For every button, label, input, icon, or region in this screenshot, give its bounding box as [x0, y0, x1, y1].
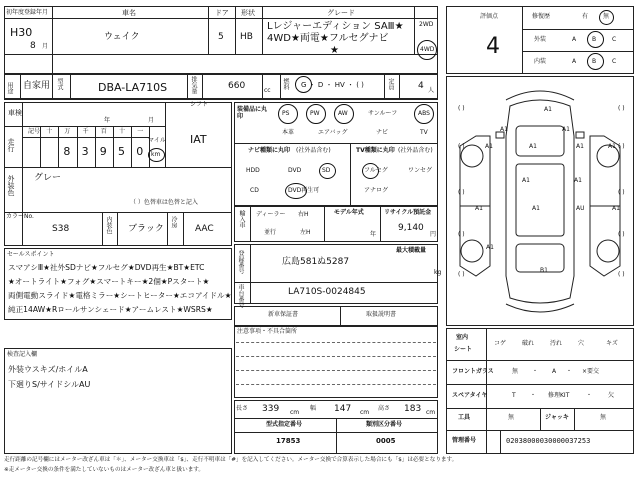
grade-letter: B — [592, 36, 597, 43]
color-note: （ ）色替車は色替と記入 — [130, 199, 198, 206]
spare-item: T — [512, 392, 516, 399]
tools-value: 無 — [508, 414, 515, 421]
mile-label: マイル — [148, 137, 166, 144]
sales-line: 純正14AW★Rロールサンシェード★アームレスト★WSRS★ — [8, 305, 213, 314]
navi-item: DVD再生可 — [288, 187, 320, 194]
import-parallel: 並行 — [264, 229, 277, 236]
equipment-item: ナビ — [376, 129, 389, 136]
glass-label: フロントガラス — [452, 368, 494, 375]
ac-label: 冷房 — [170, 216, 177, 228]
sales-line: 両側電動スライド★電格ミラー★シートヒーター★エコアイドル★ — [8, 291, 232, 300]
digit-header: 千 — [82, 128, 89, 135]
car-name: ウェイク — [104, 32, 140, 42]
footer-line1: 走行距離の記号欄にはメーター改ざん車は「＊」、メーター交換車は「$」、走行不明車は「#」を記入してください。メーター交換で合算表示した場合にも「$」は必要となります。 — [4, 457, 458, 463]
displacement-label: 排気量 — [190, 76, 197, 94]
damage-label: A1 — [529, 143, 537, 150]
notes-block — [234, 326, 438, 398]
score: 4 — [486, 34, 500, 59]
type-label: 型式指定番号 — [266, 421, 303, 428]
digit-header: 記号 — [28, 128, 41, 135]
equipment-item: 本革 — [282, 129, 295, 136]
spare-item: 修理KIT — [548, 392, 570, 399]
navi-note: (社外品含む) — [296, 147, 331, 154]
recycle-label: リサイクル預託金 — [384, 209, 432, 216]
doors: 5 — [218, 32, 224, 42]
color-code: S38 — [52, 224, 70, 234]
width: 147 — [334, 404, 352, 414]
damage-label: A1 — [544, 106, 552, 113]
interior-grade-label: 内装 — [534, 58, 547, 65]
digit-divider — [113, 126, 114, 167]
seat-item: 破れ — [522, 340, 535, 347]
damage-label: B1 — [540, 267, 548, 274]
damage-label: A1 — [532, 205, 540, 212]
spare-label: スペアタイヤ — [452, 392, 488, 399]
digit-divider — [58, 126, 59, 167]
spare-item: ・ — [530, 392, 537, 399]
equipment-item: ABS — [418, 110, 430, 117]
mgmt-label: 管理番号 — [452, 437, 477, 444]
digit-header: 百 — [100, 128, 107, 135]
exterior-grade-label: 外装 — [534, 36, 547, 43]
notes-area — [234, 306, 438, 326]
inspection-year-unit: 年 — [104, 117, 111, 124]
seat-label1: 室内 — [456, 334, 469, 341]
month-unit: 月 — [42, 43, 49, 50]
digit-header: 十 — [119, 128, 126, 135]
recycle-unit: 円 — [430, 231, 437, 238]
height: 183 — [404, 404, 422, 414]
fuel: G ・ D ・ HV ・ ( ) — [301, 81, 364, 89]
grade-line2: 4WD★両電★フルセグナビ — [267, 33, 389, 44]
bracket-left: ( ) — [458, 231, 465, 238]
equipment-item: AW — [338, 110, 348, 117]
interior-color-label: 内装色 — [105, 216, 112, 234]
exterior-color-label: 外装色 — [7, 175, 15, 196]
navi-item: HDD — [246, 167, 260, 174]
repair-label: 修復歴 — [532, 13, 551, 20]
damage-label: A1 — [522, 177, 530, 184]
first-reg-label: 初年度登録年月 — [6, 9, 49, 16]
plate: 広島581ぬ5287 — [282, 257, 350, 267]
inspector-line: 下廻りS/サイドシルAU — [8, 380, 91, 389]
chassis: LA710S-0024845 — [288, 287, 366, 297]
shift-label: シフト — [190, 101, 209, 108]
digit-header: 十 — [46, 128, 53, 135]
seat-item: キズ — [606, 340, 618, 347]
damage-label: A1 — [486, 244, 494, 251]
navi-item: DVD — [288, 167, 302, 174]
glass-item: 無 — [512, 368, 519, 375]
color-code-label: カラーNo. — [6, 213, 34, 220]
tools-label: 工具 — [458, 414, 471, 421]
shape-label: 形状 — [241, 9, 255, 17]
import-left: 左H — [300, 229, 311, 236]
equipment-item: エアバッグ — [318, 129, 348, 136]
class-no: 0005 — [376, 437, 396, 445]
jack-label: ジャッキ — [545, 414, 569, 421]
navi-item: CD — [250, 187, 259, 194]
mileage-digit: 3 — [81, 145, 89, 158]
grade-label: グレード — [327, 9, 355, 17]
grade-letter: B — [592, 58, 597, 65]
width-label: 幅 — [310, 405, 317, 412]
max-load-label: 最大積載量 — [396, 247, 427, 254]
sales-line: ★オートライト★フォグ★スマートキー★2個★Pスタート★ — [8, 277, 210, 286]
digit-divider — [149, 126, 150, 167]
digit-header-line — [22, 137, 150, 138]
recycle-amount: 9,140 — [398, 223, 424, 233]
usage: 自家用 — [23, 81, 51, 91]
bracket-left: ( ) — [458, 143, 465, 150]
length-unit: cm — [290, 409, 300, 416]
footer-line2: ※走メーター交換の条件を満たしていないものはメーター改ざん車と扱います。 — [4, 467, 205, 473]
shape: HB — [240, 32, 253, 42]
first-reg-year: H30 — [10, 26, 33, 39]
glass-item: ×要交 — [582, 368, 600, 375]
digit-divider — [131, 126, 132, 167]
class-label: 類別区分番号 — [366, 421, 403, 428]
damage-label: A1 — [485, 143, 493, 150]
damage-label: A1 — [574, 177, 582, 184]
exterior-color: グレー — [34, 173, 62, 183]
mileage-digit: 5 — [118, 145, 125, 158]
tv-item: ワンセグ — [408, 167, 433, 174]
car-outline — [446, 76, 634, 326]
damage-label: AU — [576, 205, 585, 212]
mgmt-no: 02038000030000037253 — [506, 437, 591, 445]
damage-label: A1 — [608, 143, 616, 150]
notes-label: 注意事項・不具合箇所 — [237, 328, 298, 335]
tv-label: TV種類に丸印 — [356, 147, 395, 154]
repair-no: 無 — [603, 13, 610, 20]
drive-4wd: 4WD — [420, 46, 435, 53]
bracket-right: ( ) — [618, 105, 625, 112]
equipment-item: PW — [310, 110, 320, 117]
mileage-label: 走行 — [7, 138, 15, 152]
displacement: 660 — [228, 81, 246, 91]
seat-item: コゲ — [494, 340, 507, 347]
seat-item: 穴 — [578, 340, 585, 347]
seat-item: 汚れ — [550, 340, 563, 347]
equipment-item: サンルーフ — [368, 110, 398, 117]
seat-label2: シート — [454, 346, 473, 353]
grade-line1: Lレジャーエディション SAⅢ★ — [267, 21, 404, 32]
inspector-line: 外装ウスキズ/ホイルA — [8, 365, 88, 374]
digit-divider — [40, 126, 41, 167]
equipment-item: PS — [282, 110, 290, 117]
mileage-digit: 8 — [63, 145, 71, 158]
height-unit: cm — [426, 409, 436, 416]
capacity-label: 定員 — [387, 78, 394, 90]
inspector-label: 検査記入欄 — [7, 351, 38, 358]
import-right: 右H — [298, 211, 309, 218]
glass-item: ・ — [532, 368, 539, 375]
manual-label: 取扱説明書 — [366, 311, 397, 318]
bracket-right: ( ) — [618, 143, 625, 150]
interior-b-circle — [587, 53, 604, 70]
length-label: 長さ — [236, 405, 249, 412]
km-label: km — [151, 151, 161, 158]
bracket-left: ( ) — [458, 189, 465, 196]
import-dealer: ディーラー — [256, 211, 286, 218]
spare-item: 欠 — [608, 392, 615, 399]
inspection-label: 車検 — [8, 109, 22, 117]
model: DBA-LA710S — [98, 81, 168, 94]
digit-divider — [77, 126, 78, 167]
sales-line: スマアシⅢ★社外SDナビ★フルセグ★DVD再生★BT★ETC — [8, 263, 205, 272]
grade-line3: ★ — [330, 45, 339, 56]
digit-header: 万 — [64, 128, 71, 135]
height-label: 高さ — [378, 405, 391, 412]
warranty-label: 新車保証書 — [268, 311, 299, 318]
cc: cc — [264, 87, 271, 94]
digit-header: 一 — [137, 128, 144, 135]
model-year-unit: 年 — [370, 231, 377, 238]
ac: AAC — [195, 224, 214, 234]
mileage-digit: 0 — [136, 145, 144, 158]
drive-2wd: 2WD — [419, 21, 434, 28]
mileage-digit: 9 — [99, 145, 107, 158]
equipment-label: 装備品に丸印 — [237, 106, 268, 121]
person-unit: 人 — [428, 87, 435, 94]
grade-letter: A — [572, 58, 577, 65]
door-label: ドア — [215, 9, 229, 17]
sales-label: セールスポイント — [7, 251, 55, 258]
inspector-block — [4, 348, 232, 454]
grade-letter: C — [612, 58, 617, 65]
bracket-left: ( ) — [458, 271, 465, 278]
model-year-label: モデル年式 — [334, 209, 364, 216]
glass-item: ・ — [566, 368, 573, 375]
grade-letter: A — [572, 36, 577, 43]
kg-label: kg — [434, 269, 442, 276]
plate-label: 登録番号 — [237, 250, 244, 274]
inspection-month-unit: 月 — [148, 117, 155, 124]
jack-value: 無 — [600, 414, 607, 421]
length: 339 — [262, 404, 280, 414]
import-label: 輸入車 — [238, 210, 245, 228]
car-name-label: 車名 — [122, 9, 136, 17]
glass-item: A — [552, 368, 557, 375]
model-label: 型式 — [56, 78, 63, 90]
shift: IAT — [190, 133, 207, 146]
type-no: 17853 — [276, 437, 301, 445]
exterior-b-circle — [587, 31, 604, 48]
width-unit: cm — [360, 409, 370, 416]
fuel-label: 燃料 — [282, 78, 289, 90]
tv-item: フルセグ — [364, 167, 388, 174]
damage-label: A1 — [500, 126, 508, 133]
repair-yes: 有 — [582, 13, 589, 20]
equipment-item: TV — [420, 129, 428, 136]
tv-note: (社外品含む) — [398, 147, 433, 154]
bracket-right: ( ) — [618, 231, 625, 238]
interior-color: ブラック — [128, 224, 164, 234]
navi-label: ナビ種類に丸印 — [248, 147, 291, 154]
digit-divider — [95, 126, 96, 167]
damage-label: A1 — [576, 143, 584, 150]
bracket-left: ( ) — [458, 105, 465, 112]
damage-label: A1 — [562, 126, 570, 133]
bracket-right: ( ) — [618, 271, 625, 278]
score-label: 評価点 — [480, 13, 499, 20]
spare-item: ・ — [586, 392, 593, 399]
capacity: 4 — [418, 81, 424, 91]
navi-item: SD — [322, 167, 331, 174]
grade-letter: C — [612, 36, 617, 43]
bracket-right: ( ) — [618, 189, 625, 196]
damage-label: A1 — [475, 205, 483, 212]
damage-label: A1 — [612, 205, 620, 212]
tv-item: アナログ — [364, 187, 389, 194]
usage-label: 用途 — [6, 82, 13, 94]
chassis-label: 車台番号 — [237, 284, 244, 308]
first-reg-month: 8 — [30, 41, 36, 51]
